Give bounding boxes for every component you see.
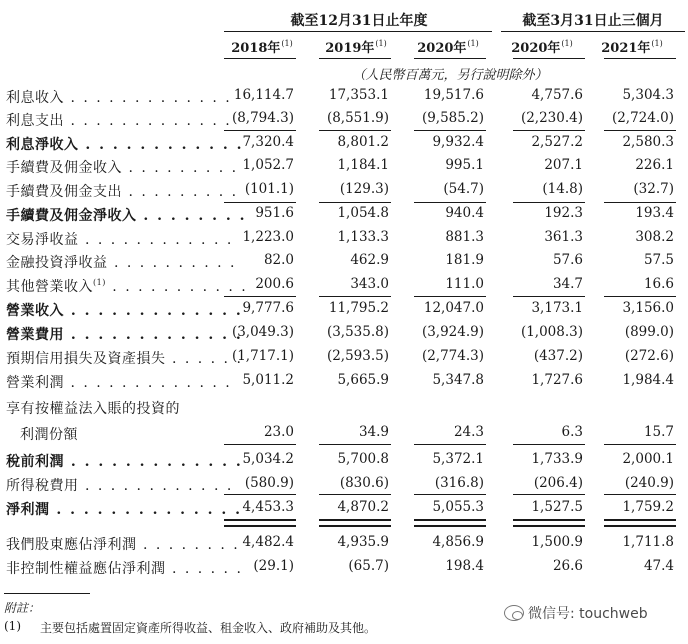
row-label-text: 手續費及佣金收入	[6, 160, 122, 176]
cell-value: 1,727.6	[531, 372, 583, 388]
cell-value: 5,372.1	[432, 451, 484, 467]
cell-value: 5,665.9	[337, 372, 389, 388]
cell-value: (206.4)	[533, 475, 583, 491]
cell-value: 1,733.9	[531, 451, 583, 467]
cell-value: 4,482.4	[242, 534, 294, 550]
total-double-rule	[224, 525, 296, 527]
row-label-text: 所得稅費用	[6, 478, 79, 494]
leader-dots: . . . . . . . . . . . . .	[64, 454, 243, 470]
cell-value: (580.9)	[244, 475, 294, 491]
total-double-rule	[224, 519, 296, 521]
subtotal-rule	[414, 130, 486, 131]
cell-value: (3,924.9)	[421, 324, 484, 340]
cell-value: 1,984.4	[622, 372, 674, 388]
cell-value: 5,011.2	[242, 372, 294, 388]
cell-value: 82.0	[263, 252, 294, 268]
leader-dots: . . . . . . . . . . . .	[78, 137, 244, 153]
cell-value: (240.9)	[624, 475, 674, 491]
cell-value: 226.1	[635, 157, 674, 173]
cell-value: (3,535.8)	[326, 324, 389, 340]
cell-value: 1,500.9	[531, 534, 583, 550]
row-label-text: 利息支出	[6, 113, 64, 129]
leader-dots: . . . . . . . . . . . . .	[64, 303, 243, 319]
total-double-rule	[604, 519, 676, 521]
footnote-text: 主要包括處置固定資產所得收益、租金收入、政府補助及其他。	[40, 621, 377, 635]
cell-value: (54.7)	[443, 181, 484, 197]
footnote-title: 附註：	[4, 601, 41, 615]
cell-value: (2,593.5)	[326, 348, 389, 364]
cell-value: 2,000.1	[622, 451, 674, 467]
cell-value: 4,453.3	[242, 499, 294, 515]
subtotal-rule	[513, 296, 585, 297]
leader-dots: . . . . . . . . . . . . . .	[49, 502, 242, 518]
cell-value: 881.3	[445, 229, 484, 245]
cell-value: (272.6)	[624, 348, 674, 364]
cell-value: 16.6	[643, 276, 674, 292]
footnote-marker: (1)	[4, 619, 21, 633]
subtotal-rule	[513, 494, 585, 495]
cell-value: 24.3	[453, 424, 484, 440]
cell-value: 4,856.9	[432, 534, 484, 550]
cell-value: (101.1)	[244, 181, 294, 197]
subtotal-rule	[604, 130, 676, 131]
cell-value: (899.0)	[624, 324, 674, 340]
cell-value: (8,551.9)	[326, 110, 389, 126]
group-header-quarter: 截至3月31日止三個月	[522, 13, 664, 29]
cell-value: 57.6	[552, 252, 583, 268]
cell-value: 1,223.0	[242, 229, 294, 245]
cell-value: 361.3	[544, 229, 583, 245]
cell-value: (830.6)	[339, 475, 389, 491]
row-label-text: 其他營業收入	[6, 279, 93, 295]
year-note: (1)	[561, 39, 573, 48]
leader-dots: . . . . . . . . . . . . .	[64, 113, 232, 129]
cell-value: 5,347.8	[432, 372, 484, 388]
cell-value: 4,870.2	[337, 499, 389, 515]
cell-value: (65.7)	[348, 558, 389, 574]
cell-value: (32.7)	[633, 181, 674, 197]
subtotal-rule	[224, 202, 296, 203]
cell-value: 15.7	[643, 424, 674, 440]
year-rule	[414, 58, 486, 59]
group-rule-fiscal	[224, 31, 492, 32]
year-header	[317, 37, 395, 56]
row-label-text: 營業收入	[6, 303, 64, 319]
year-note: (1)	[281, 39, 293, 48]
cell-value: 16,114.7	[233, 87, 294, 103]
leader-dots: . . . . . .	[165, 561, 243, 577]
cell-value: 5,055.3	[432, 499, 484, 515]
cell-value: 5,034.2	[242, 451, 294, 467]
cell-value: 5,304.3	[622, 87, 674, 103]
cell-value: 34.7	[552, 276, 583, 292]
row-label	[6, 398, 180, 418]
subtotal-rule	[604, 202, 676, 203]
year-note: (1)	[375, 39, 387, 48]
cell-value: 193.4	[635, 205, 674, 221]
cell-value: 7,320.4	[242, 134, 294, 150]
leader-dots: . . . . . . . . . . . . .	[64, 375, 232, 391]
cell-value: 1,052.7	[242, 157, 294, 173]
row-label-text: 金融投資淨收益	[6, 255, 108, 271]
leader-dots: . . . . . . . . .	[122, 160, 239, 176]
year-label: 2019年	[325, 41, 375, 56]
watermark	[504, 603, 648, 623]
subtotal-rule	[604, 296, 676, 297]
year-label: 2018年	[231, 41, 281, 56]
year-label: 2020年	[417, 41, 467, 56]
total-double-rule	[319, 519, 391, 521]
subtotal-rule	[224, 296, 296, 297]
subtotal-rule	[414, 494, 486, 495]
group-rule-quarter	[501, 31, 685, 32]
row-label	[6, 475, 233, 495]
cell-value: 1,759.2	[622, 499, 674, 515]
row-label-text: 非控制性權益應佔淨利潤	[6, 561, 166, 577]
leader-dots: . . . . . . . . . . . .	[78, 478, 234, 494]
subtotal-rule	[513, 130, 585, 131]
cell-value: 308.2	[635, 229, 674, 245]
cell-value: 207.1	[544, 157, 583, 173]
row-label-text: 手續費及佣金支出	[6, 184, 122, 200]
cell-value: 1,711.8	[622, 534, 674, 550]
cell-value: (3,049.3)	[231, 324, 294, 340]
wechat-icon	[504, 605, 524, 621]
cell-value: 3,156.0	[622, 300, 674, 316]
year-header	[503, 37, 581, 56]
cell-value: 111.0	[445, 276, 484, 292]
cell-value: (2,774.3)	[421, 348, 484, 364]
leader-dots: . . . . . . . . . . . . .	[64, 90, 232, 106]
cell-value: (9,585.2)	[421, 110, 484, 126]
total-double-rule	[513, 519, 585, 521]
group-header-fiscal-year: 截至12月31日止年度	[290, 13, 428, 29]
row-label-continued: 利潤份額	[20, 427, 78, 443]
cell-value: 343.0	[350, 276, 389, 292]
cell-value: 11,795.2	[328, 300, 389, 316]
year-rule	[513, 58, 585, 59]
subtotal-rule	[604, 494, 676, 495]
total-double-rule	[513, 525, 585, 527]
year-note: (1)	[651, 39, 663, 48]
watermark-text: 微信号: touchweb	[528, 606, 648, 622]
cell-value: 200.6	[255, 276, 294, 292]
cell-value: (1,008.3)	[520, 324, 583, 340]
cell-value: 17,353.1	[328, 87, 389, 103]
row-label-text: 利息收入	[6, 90, 64, 106]
cell-value: 9,777.6	[242, 300, 294, 316]
cell-value: (129.3)	[339, 181, 389, 197]
total-double-rule	[604, 525, 676, 527]
cell-value: 940.4	[445, 205, 484, 221]
subtotal-rule	[414, 444, 486, 445]
year-rule	[604, 58, 676, 59]
year-header	[409, 37, 487, 56]
subtotal-rule	[224, 444, 296, 445]
row-label	[6, 252, 237, 272]
row-label-text: 我們股東應佔淨利潤	[6, 537, 137, 553]
cell-value: (437.2)	[533, 348, 583, 364]
cell-value: (29.1)	[253, 558, 294, 574]
cell-value: 5,700.8	[337, 451, 389, 467]
leader-dots: . . . . . . . .	[136, 208, 247, 224]
subtotal-rule	[513, 202, 585, 203]
leader-dots: . . . . . . . . .	[122, 184, 239, 200]
footnote-rule	[4, 593, 90, 594]
row-label-text: 手續費及佣金淨收入	[6, 208, 137, 224]
leader-dots: . . . . . . . .	[136, 537, 240, 553]
subtotal-rule	[604, 444, 676, 445]
leader-dots: . . . . . . . . . . .	[105, 279, 248, 295]
year-header	[223, 37, 301, 56]
cell-value: 198.4	[445, 558, 484, 574]
cell-value: 23.0	[263, 424, 294, 440]
year-rule	[224, 58, 296, 59]
leader-dots: . . . . . . . . . . . .	[78, 232, 234, 248]
cell-value: 3,173.1	[531, 300, 583, 316]
cell-value: 4,757.6	[531, 87, 583, 103]
row-label-text: 利息淨收入	[6, 137, 79, 153]
cell-value: 462.9	[350, 252, 389, 268]
row-label-note: (1)	[93, 278, 106, 287]
year-rule	[319, 58, 391, 59]
total-double-rule	[414, 519, 486, 521]
cell-value: 192.3	[544, 205, 583, 221]
cell-value: 19,517.6	[423, 87, 484, 103]
year-header	[593, 37, 671, 56]
cell-value: 4,935.9	[337, 534, 389, 550]
year-label: 2021年	[601, 41, 651, 56]
cell-value: (1,717.1)	[231, 348, 294, 364]
cell-value: 47.4	[643, 558, 674, 574]
cell-value: (2,230.4)	[520, 110, 583, 126]
cell-value: 2,527.2	[531, 134, 583, 150]
cell-value: 12,047.0	[423, 300, 484, 316]
row-label	[6, 229, 233, 249]
cell-value: (316.8)	[434, 475, 484, 491]
total-double-rule	[414, 525, 486, 527]
cell-value: 2,580.3	[622, 134, 674, 150]
row-label-text: 營業利潤	[6, 375, 64, 391]
row-label-text: 預期信用損失及資產損失	[6, 351, 166, 367]
subtotal-rule	[319, 296, 391, 297]
leader-dots: . . . . . . . . . .	[107, 255, 237, 271]
leader-dots: . . . . . . . . . . . . .	[64, 327, 243, 343]
cell-value: 181.9	[445, 252, 484, 268]
cell-value: (14.8)	[542, 181, 583, 197]
subtotal-rule	[319, 202, 391, 203]
cell-value: 9,932.4	[432, 134, 484, 150]
total-double-rule	[319, 525, 391, 527]
year-label: 2020年	[511, 41, 561, 56]
subtotal-rule	[513, 444, 585, 445]
row-label-text: 淨利潤	[6, 502, 50, 518]
subtotal-rule	[414, 202, 486, 203]
row-label-text: 交易淨收益	[6, 232, 79, 248]
cell-value: 1,054.8	[337, 205, 389, 221]
row-label	[6, 87, 232, 107]
subtotal-rule	[319, 444, 391, 445]
cell-value: 34.9	[358, 424, 389, 440]
cell-value: 26.6	[552, 558, 583, 574]
cell-value: (8,794.3)	[231, 110, 294, 126]
row-label	[6, 372, 232, 392]
cell-value: 8,801.2	[337, 134, 389, 150]
cell-value: (2,724.0)	[611, 110, 674, 126]
year-note: (1)	[467, 39, 479, 48]
cell-value: 57.5	[643, 252, 674, 268]
leader-dots: . . . . . .	[165, 351, 243, 367]
subtotal-rule	[414, 296, 486, 297]
subtotal-rule	[319, 130, 391, 131]
subtotal-rule	[224, 494, 296, 495]
cell-value: 6.3	[561, 424, 583, 440]
cell-value: 1,133.3	[337, 229, 389, 245]
subtotal-rule	[319, 494, 391, 495]
row-label	[6, 110, 232, 130]
cell-value: 1,184.1	[337, 157, 389, 173]
row-label-text: 享有按權益法入賬的投資的	[6, 401, 180, 417]
unit-note: （人民幣百萬元，另行說明除外）	[352, 68, 548, 83]
cell-value: 1,527.5	[531, 499, 583, 515]
row-label-text: 營業費用	[6, 327, 64, 343]
row-label-text: 稅前利潤	[6, 454, 64, 470]
cell-value: 951.6	[255, 205, 294, 221]
cell-value: 995.1	[445, 157, 484, 173]
subtotal-rule	[224, 130, 296, 131]
